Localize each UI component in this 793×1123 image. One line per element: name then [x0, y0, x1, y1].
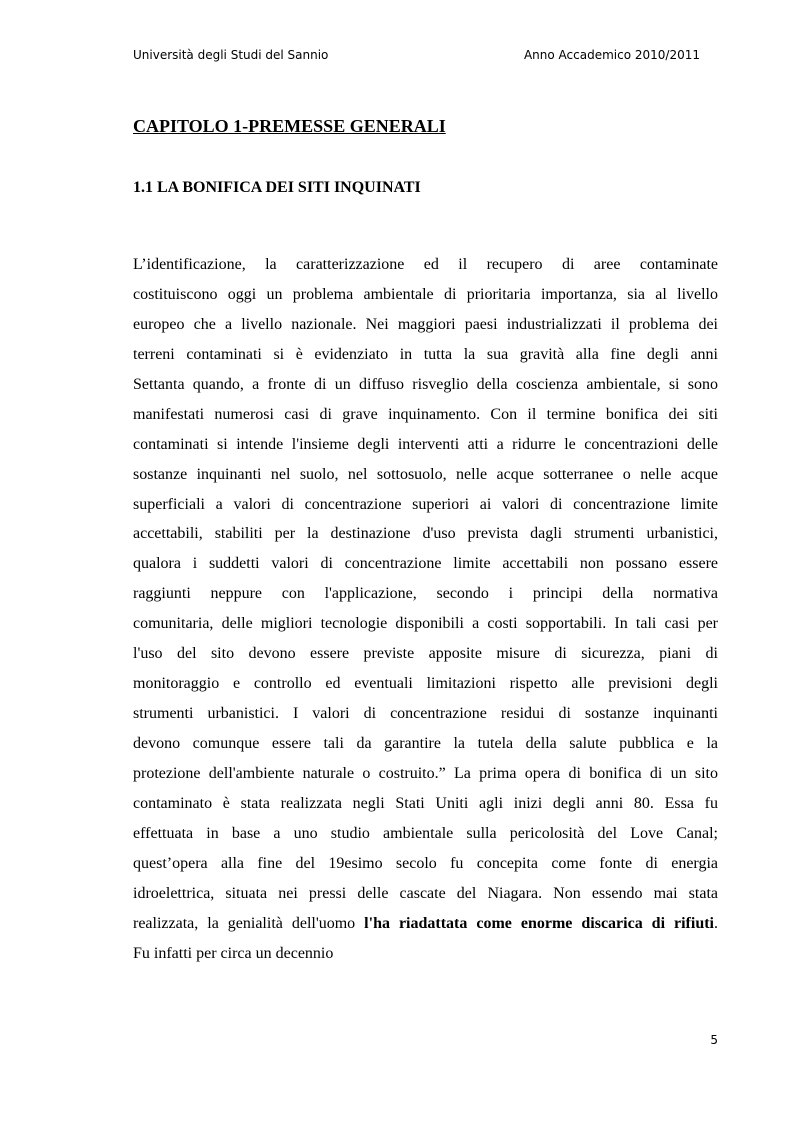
chapter-title: CAPITOLO 1-PREMESSE GENERALI	[133, 116, 446, 136]
body-line-mixed	[133, 909, 718, 939]
bold-phrase: l'ha riadattata come enorme discarica di rifiuti	[364, 914, 715, 932]
body-line: qualora i suddetti valori di concentrazione limite accettabili non possano essere	[133, 555, 718, 573]
body-line: effettuata in base a uno studio ambientale sulla pericolosità del Love Canal;	[133, 824, 718, 842]
section-title: 1.1 LA BONIFICA DEI SITI INQUINATI	[133, 179, 421, 196]
line-text: realizzata, la genialità dell'uomo	[133, 914, 365, 932]
body-line: L’identificazione, la caratterizzazione ed il recupero di aree contaminate	[133, 256, 718, 273]
body-line: contaminati si intende l'insieme degli interventi atti a ridurre le concentrazioni delle	[133, 435, 718, 453]
body-line: Settanta quando, a fronte di un diffuso risveglio della coscienza ambientale, si sono	[133, 375, 718, 393]
body-line: quest’opera alla fine del 19esimo secolo fu concepita come fonte di energia	[133, 854, 718, 872]
body-line: superficiali a valori di concentrazione superiori ai valori di concentrazione limite	[133, 495, 718, 513]
body-line: l'uso del sito devono essere previste apposite misure di sicurezza, piani di	[133, 645, 718, 663]
body-line: accettabili, stabiliti per la destinazione d'uso prevista dagli strumenti urbanistici,	[133, 525, 718, 543]
body-line: monitoraggio e controllo ed eventuali limitazioni rispetto alle previsioni degli	[133, 675, 718, 693]
line-text: .	[714, 914, 719, 932]
body-line: sostanze inquinanti nel suolo, nel sottosuolo, nelle acque sotterranee o nelle acque	[133, 465, 718, 483]
body-line: contaminato è stata realizzata negli Stati Uniti agli inizi degli anni 80. Essa fu	[133, 794, 718, 812]
body-line-last: Fu infatti per circa un decennio	[133, 944, 334, 962]
body-line: europeo che a livello nazionale. Nei maggiori paesi industrializzati il problema dei	[133, 315, 718, 333]
body-line: idroelettrica, situata nei pressi delle cascate del Niagara. Non essendo mai stata	[133, 884, 718, 902]
body-paragraph	[133, 250, 718, 969]
body-line: devono comunque essere tali da garantire la tutela della salute pubblica e la	[133, 735, 718, 752]
body-line: costituiscono oggi un problema ambientale di prioritaria importanza, sia al livello	[133, 285, 718, 303]
page-header	[133, 48, 700, 62]
body-line: comunitaria, delle migliori tecnologie disponibili a costi sopportabili. In tali casi per	[133, 615, 718, 633]
body-line: raggiunti neppure con l'applicazione, secondo i principi della normativa	[133, 585, 718, 603]
body-line: manifestati numerosi casi di grave inquinamento. Con il termine bonifica dei siti	[133, 405, 718, 423]
header-academic-year: Anno Accademico 2010/2011	[523, 48, 700, 62]
body-line: protezione dell'ambiente naturale o costruito.” La prima opera di bonifica di un sito	[133, 764, 718, 782]
body-line: terreni contaminati si è evidenziato in tutta la sua gravità alla fine degli anni	[133, 345, 718, 363]
header-university: Università degli Studi del Sannio	[133, 48, 329, 62]
page-number: 5	[710, 1033, 718, 1047]
body-line: strumenti urbanistici. I valori di concentrazione residui di sostanze inquinanti	[133, 705, 718, 723]
